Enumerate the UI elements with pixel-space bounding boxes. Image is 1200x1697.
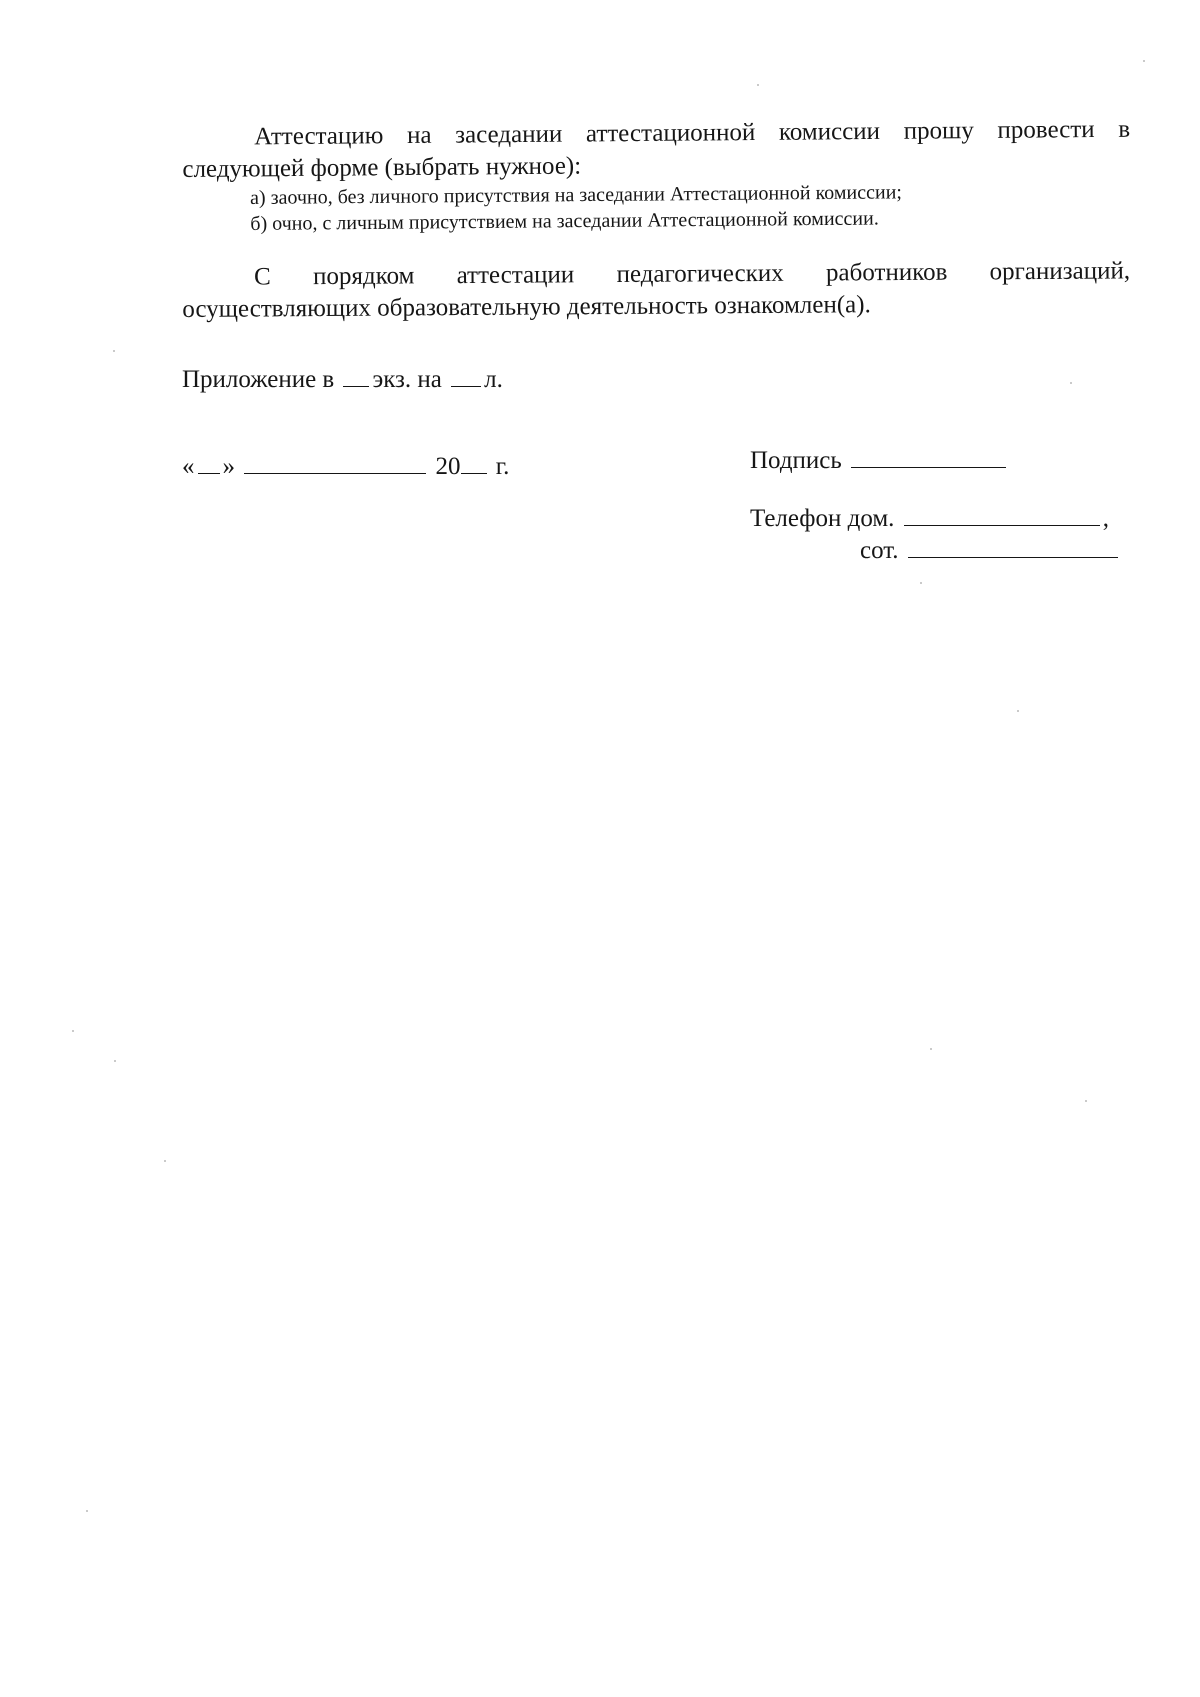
phone-mobile-blank	[908, 535, 1118, 558]
form-request-paragraph: Аттестацию на заседании аттестационной комиссии прошу провести в следующей форме (выбрать нужное):	[182, 115, 1131, 183]
scan-speck	[86, 1510, 88, 1512]
scan-speck	[920, 582, 922, 584]
annex-sheets-blank	[451, 364, 481, 387]
signature-blank	[851, 445, 1006, 468]
date-close-quote: »	[222, 453, 235, 480]
scan-speck	[757, 84, 759, 86]
scan-speck	[113, 350, 115, 352]
annex-prefix: Приложение в	[182, 366, 335, 393]
annex-copies-blank	[343, 364, 369, 387]
phone-home-row	[750, 503, 1140, 535]
date-year-prefix: 20	[435, 453, 461, 480]
scan-speck	[1017, 710, 1019, 712]
date-day-blank	[198, 451, 220, 474]
date-year-blank	[461, 451, 487, 474]
phone-home-label: Телефон дом.	[750, 505, 895, 532]
annex-copies-label: экз. на	[372, 366, 442, 393]
signature-block	[750, 445, 1140, 567]
scan-speck	[72, 1030, 74, 1032]
option-absentee: а) заочно, без личного присутствия на заседании Аттестационной комиссии;	[250, 181, 903, 209]
date-year-suffix: г.	[495, 453, 510, 480]
scan-speck	[930, 1048, 932, 1050]
scan-speck	[1143, 60, 1145, 62]
scan-speck	[114, 1060, 116, 1062]
date-month-blank	[244, 451, 426, 474]
option-in-person: б) очно, с личным присутствием на заседании Аттестационной комиссии.	[250, 207, 879, 235]
phone-mobile-label: сот.	[860, 537, 899, 564]
phone-home-comma: ,	[1102, 505, 1109, 532]
attestation-form-options	[250, 179, 902, 237]
phone-home-blank	[904, 503, 1100, 526]
scan-speck	[164, 1160, 166, 1162]
acknowledgement-paragraph: С порядком аттестации педагогических работников организаций, осуществляющих образовательную деятельность ознакомлен(а).	[182, 257, 1131, 323]
date-open-quote: «	[182, 453, 195, 480]
annex-line	[182, 364, 503, 396]
date-line	[182, 451, 509, 483]
signature-label: Подпись	[750, 447, 842, 474]
scan-speck	[1070, 382, 1072, 384]
scan-speck	[1085, 1100, 1087, 1102]
signature-row	[750, 445, 1140, 477]
phone-mobile-row	[750, 535, 1140, 567]
annex-sheets-label: л.	[484, 366, 503, 393]
